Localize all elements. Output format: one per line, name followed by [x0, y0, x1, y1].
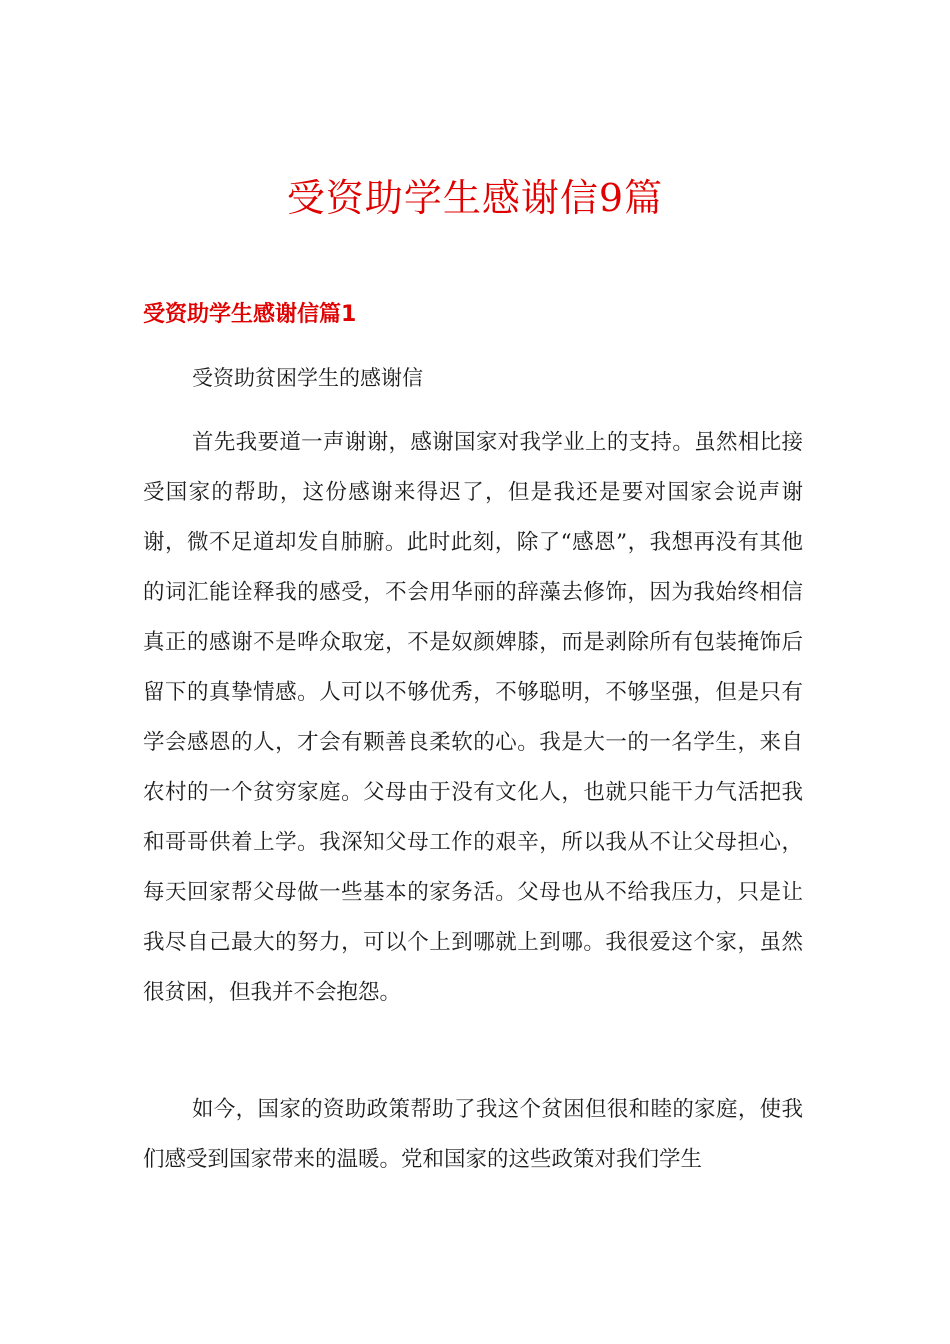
letter-title: 受资助贫困学生的感谢信: [192, 366, 423, 390]
body-paragraph: 如今，国家的资助政策帮助了我这个贫困但很和睦的家庭，使我们感受到国家带来的温暖。党和国家的这些政策对我们学生: [143, 1097, 803, 1172]
body-paragraph: 首先我要道一声谢谢，感谢国家对我学业上的支持。虽然相比接受国家的帮助，这份感谢来得迟了，但是我还是要对国家会说声谢谢，微不足道却发自肺腑。此时此刻，除了“感恩”，我想再没有其他的词汇能诠释我的感受，不会用华丽的辞藻去修饰，因为我始终相信真正的感谢不是哗众取宠，不是奴颜婢膝，而是剥除所有包装掩饰后留下的真挚情感。人可以不够优秀，不够聪明，不够坚强，但是只有学会感恩的人，才会有颗善良柔软的心。我是大一的一名学生，来自农村的一个贫穷家庭。父母由于没有文化人，也就只能干力气活把我和哥哥供着上学。我深知父母工作的艰辛，所以我从不让父母担心，每天回家帮父母做一些基本的家务活。父母也从不给我压力，只是让我尽自己最大的努力，可以个上到哪就上到哪。我很爱这个家，虽然很贫困，但我并不会抱怨。: [143, 430, 803, 1005]
section-heading: 受资助学生感谢信篇1: [143, 302, 357, 327]
document-title: 受资助学生感谢信9篇: [286, 176, 664, 220]
